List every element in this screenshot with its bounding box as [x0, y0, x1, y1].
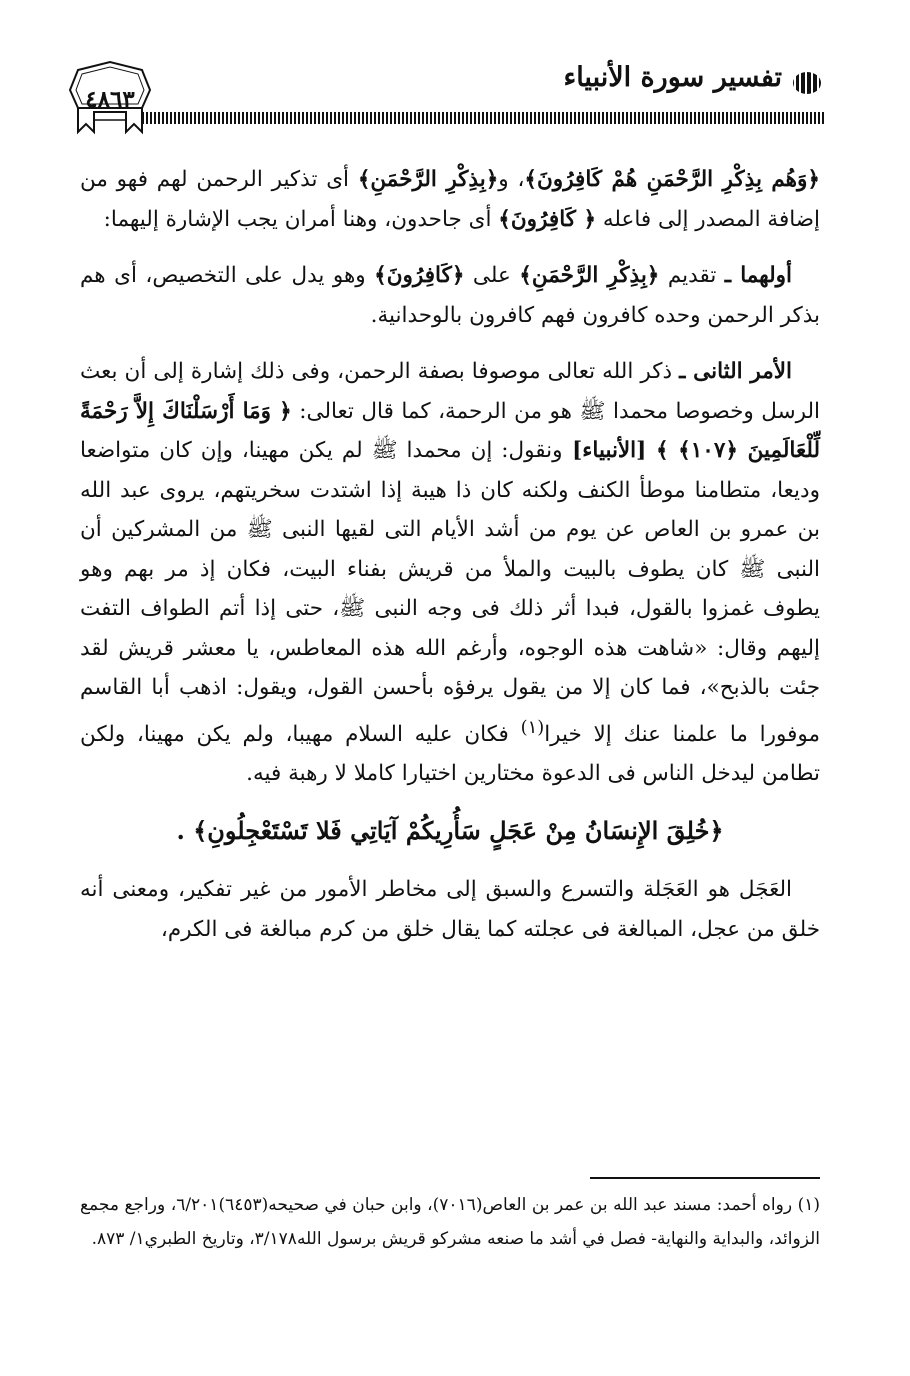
text-span: أى جاحدون، وهنا أمران يجب الإشارة إليهما:: [103, 206, 499, 232]
text-span: ونقول: إن محمدا ﷺ لم يكن مهينا، وإن كان متواضعا وديعا، متطامنا موطأ الكنف ولكنه كان ذا هيبة إذا اشتدت سخريتهم، يروى عبد الله بن عمرو بن العاص عن يوم من أشد الأيام التى لقيها النبى ﷺ من المشركين أن النبى ﷺ كان يطوف بالبيت والملأ من قريش بفناء البيت، فكان إذ مر بهم وهو يطوف غمزوا بالقول، فبدا أثر ذلك فى وجه النبى ﷺ، حتى إذا أتم الطواف التفت إليهم وقال: «شاهت هذه الوجوه، وأرغم الله هذه المعاطس، يا معشر قريش لقد جئت بالذبح»، فما كان إلا من يقول يرفؤه بأحسن القول، ويقول: اذهب أبا القاسم موفورا ما علمنا عنك إلا خيرا: [80, 438, 820, 747]
paragraph-4: [80, 870, 820, 949]
footnote-rule: [590, 1177, 820, 1179]
sura-reference: [الأنبياء]: [562, 438, 656, 463]
text-span: العَجَل هو العَجَلة والتسرع والسبق إلى مخاطر الأمور من غير تفكير، ومعنى أنه خلق من عجل، المبالغة فى عجلته كما يقال خلق من كرم مبالغة فى الكرم،: [80, 877, 820, 942]
text-span: ذكر الله تعالى موصوفا بصفة الرحمن، وفى ذلك إشارة إلى أن بعث الرسل وخصوصا محمدا ﷺ هو من الرحمة، كما قال تعالى:: [80, 359, 820, 424]
page-header: [0, 0, 910, 150]
ornament-icon: [790, 68, 824, 98]
quran-quote: ﴿كَافِرُونَ﴾: [374, 263, 465, 288]
text-span: على: [464, 263, 520, 288]
quran-quote: ﴿بِذِكْرِ الرَّحْمَنِ﴾: [357, 167, 499, 192]
quran-quote: ﴿ وَمَا أَرْسَلْنَاكَ إِلاَّ رَحْمَةً لِّلْعَالَمِينَ ﴿١٠٧﴾ ﴾: [80, 398, 821, 463]
quran-quote: ﴿وَهُم بِذِكْرِ الرَّحْمَنِ هُمْ كَافِرُونَ﴾: [524, 167, 820, 192]
text-span: تقديم: [659, 263, 725, 288]
header-rule: [142, 112, 824, 124]
footnotes: [80, 1188, 820, 1256]
text-span: وهو يدل على التخصيص، أى هم بذكر الرحمن وحده كافرون فهم كافرون بالوحدانية.: [80, 263, 820, 328]
footnote-1: (١) رواه أحمد: مسند عبد الله بن عمر بن العاص(٧٠١٦)، وابن حبان في صحيحه(٦٤٥٣)٦/٢٠١، وراجع مجمع الزوائد، والبداية والنهاية- فصل في أشد ما صنعه مشركو قريش برسول الله٣/١٧٨، وتاريخ الطبري١/ ٨٧٣.: [80, 1195, 821, 1249]
paragraph-2: [80, 256, 820, 335]
lead-heading: أولهما ـ: [724, 263, 792, 288]
paragraph-1: [80, 160, 820, 239]
quran-quote: ﴿ كَافِرُونَ﴾: [498, 206, 597, 232]
text-span: أى تذكير الرحمن لهم فهو من إضافة المصدر إلى فاعله: [80, 167, 820, 232]
text-span: ، و: [498, 167, 525, 192]
footnote-ref: (١): [520, 716, 545, 738]
text-span: فكان عليه السلام مهيبا، ولم يكن مهينا، ولكن تطامن ليدخل الناس فى الدعوة مختارين اختيارا كاملا لا رهبة فيه.: [80, 721, 820, 787]
body-text: [80, 160, 820, 966]
paragraph-3: [80, 352, 820, 794]
quran-quote: ﴿خُلِقَ الإِنسَانُ مِنْ عَجَلٍ سَأُرِيكُمْ آيَاتِي فَلا تَسْتَعْجِلُونِ﴾: [193, 815, 724, 845]
text-span: .: [176, 815, 194, 845]
lead-heading: الأمر الثانى ـ: [679, 359, 792, 384]
running-title: تفسير سورة الأنبياء: [563, 62, 782, 93]
quran-quote: ﴿بِذِكْرِ الرَّحْمَنِ﴾: [519, 263, 660, 288]
verse-heading: [80, 811, 820, 851]
page-number: ٤٨٦٣: [85, 86, 135, 113]
